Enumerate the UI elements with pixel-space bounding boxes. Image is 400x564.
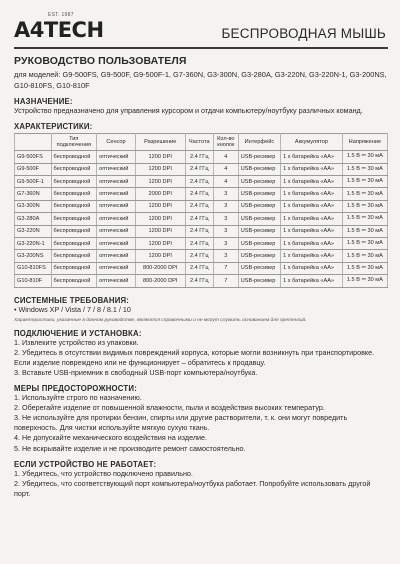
page-title: РУКОВОДСТВО ПОЛЬЗОВАТЕЛЯ [14,55,187,67]
cell-model: G3-280A [15,213,52,225]
cell-connection: беспроводной [51,275,97,287]
cell-battery: 1 х батарейка «АА» [281,225,343,237]
cell-voltage: 1.5 В ⎓ 30 мА [342,262,387,274]
col-header-voltage: Напряжение [342,134,387,151]
cell-voltage: 1.5 В ⎓ 30 мА [342,163,387,175]
cell-model: G9-500F [15,163,52,175]
cell-sensor: оптический [97,213,136,225]
cell-model: G9-500FS [15,151,52,163]
cell-connection: беспроводной [51,175,97,187]
system-text: • Windows XP / Vista / 7 / 8 / 8.1 / 10 [14,304,131,314]
cell-voltage: 1.5 В ⎓ 30 мА [342,200,387,212]
table-row [15,163,388,175]
cell-buttons: 3 [213,188,238,200]
col-header-interface: Интерфейс [238,134,280,151]
connection-heading: ПОДКЛЮЧЕНИЕ И УСТАНОВКА: [14,328,142,338]
cell-voltage: 1.5 В ⎓ 30 мА [342,213,387,225]
cell-resolution: 1200 DPI [135,250,185,262]
cell-frequency: 2.4 ГГц [185,188,213,200]
table-row [15,213,388,225]
list-item: 1. Используйте строго по назначению. [14,393,142,403]
list-item: 1. Извлеките устройство из упаковки. [14,337,139,347]
cell-buttons: 7 [213,275,238,287]
col-header-resolution: Разрешение [135,134,185,151]
table-row [15,250,388,262]
cell-battery: 1 х батарейка «АА» [281,262,343,274]
cell-sensor: оптический [97,275,136,287]
col-header-sensor: Сенсор [97,134,136,151]
cell-connection: беспроводной [51,213,97,225]
cell-interface: USB-ресивер [238,250,280,262]
cell-connection: беспроводной [51,262,97,274]
cell-sensor: оптический [97,237,136,249]
cell-resolution: 1200 DPI [135,213,185,225]
specs-table [14,133,388,287]
cell-voltage: 1.5 В ⎓ 30 мА [342,225,387,237]
cell-frequency: 2.4 ГГц [185,200,213,212]
cell-model: G3-300N [15,200,52,212]
cell-voltage: 1.5 В ⎓ 30 мА [342,237,387,249]
list-item: 4. Не допускайте механического воздействия на изделие. [14,433,208,443]
cell-sensor: оптический [97,200,136,212]
cell-voltage: 1.5 В ⎓ 30 мА [342,188,387,200]
cell-connection: беспроводной [51,237,97,249]
page-header [14,12,388,46]
cell-interface: USB-ресивер [238,262,280,274]
cell-model: G3-200NS [15,250,52,262]
cell-connection: беспроводной [51,163,97,175]
table-row [15,275,388,287]
cell-connection: беспроводной [51,225,97,237]
specs-header-row [15,134,388,151]
cell-sensor: оптический [97,175,136,187]
cell-resolution: 1200 DPI [135,175,185,187]
cell-frequency: 2.4 ГГц [185,163,213,175]
cell-voltage: 1.5 В ⎓ 30 мА [342,175,387,187]
cell-resolution: 800-2000 DPI [135,262,185,274]
cell-buttons: 3 [213,250,238,262]
col-header-model [15,134,52,151]
table-row [15,200,388,212]
purpose-heading: НАЗНАЧЕНИЕ: [14,97,73,106]
system-heading: СИСТЕМНЫЕ ТРЕБОВАНИЯ: [14,295,130,305]
connection-list [14,338,388,378]
cell-buttons: 4 [213,151,238,163]
cell-model: G10-810F [15,275,52,287]
cell-voltage: 1.5 В ⎓ 30 мА [342,275,387,287]
cell-frequency: 2.4 ГГц [185,250,213,262]
cell-battery: 1 х батарейка «АА» [281,163,343,175]
cell-sensor: оптический [97,163,136,175]
cell-connection: беспроводной [51,188,97,200]
cell-frequency: 2.4 ГГц [185,275,213,287]
cell-buttons: 7 [213,262,238,274]
document-type: БЕСПРОВОДНАЯ МЫШЬ [221,26,386,41]
cell-buttons: 3 [213,237,238,249]
cell-sensor: оптический [97,262,136,274]
cell-interface: USB-ресивер [238,151,280,163]
cell-interface: USB-ресивер [238,200,280,212]
cell-battery: 1 х батарейка «АА» [281,237,343,249]
col-header-connection: Тип подключения [51,134,97,151]
cell-resolution: 2000 DPI [135,188,185,200]
cell-frequency: 2.4 ГГц [185,151,213,163]
cell-voltage: 1.5 В ⎓ 30 мА [342,151,387,163]
cell-model: G7-360N [15,188,52,200]
cell-resolution: 1200 DPI [135,200,185,212]
cell-battery: 1 х батарейка «АА» [281,275,343,287]
cell-frequency: 2.4 ГГц [185,262,213,274]
cell-sensor: оптический [97,151,136,163]
troubleshoot-list [14,469,388,499]
logo-est-text: EST. 1987 [48,12,74,18]
cell-battery: 1 х батарейка «АА» [281,151,343,163]
cell-sensor: оптический [97,188,136,200]
list-item: 3. Не используйте для протирки бензин, спирты или другие растворители, т. к. они могут повредить поверхность. Для чистки используйте мягкую сухую ткань. [14,413,348,433]
col-header-frequency: Частота [185,134,213,151]
purpose-text: Устройство предназначено для управления курсором и отдачи компьютеру/ноутбуку различных команд. [14,106,363,115]
specs-table-body [15,151,388,287]
list-item: 2. Убедитесь в отсутствии видимых повреждений корпуса, которые могли возникнуть при транспортировке. Если изделие повреждено или не функционирует – обратитесь к продавцу. [14,347,375,367]
list-item: 5. Не вскрывайте изделие и не производите ремонт самостоятельно. [14,443,246,453]
cell-battery: 1 х батарейка «АА» [281,213,343,225]
model-list: для моделей: G9-500FS, G9-500F, G9-500F-1, G7-360N, G3-300N, G3-280A, G3-220N, G3-220N-1, G3-200NS, G10-810FS, G10-810F [14,70,387,90]
cell-buttons: 3 [213,213,238,225]
cell-battery: 1 х батарейка «АА» [281,200,343,212]
cell-sensor: оптический [97,225,136,237]
cell-model: G3-220N [15,225,52,237]
cell-interface: USB-ресивер [238,225,280,237]
cell-resolution: 1200 DPI [135,151,185,163]
cell-frequency: 2.4 ГГц [185,225,213,237]
cell-buttons: 3 [213,200,238,212]
cell-battery: 1 х батарейка «АА» [281,188,343,200]
cell-resolution: 1200 DPI [135,163,185,175]
logo-wordmark: A4TECH [14,18,104,42]
cell-resolution: 1200 DPI [135,225,185,237]
cell-voltage: 1.5 В ⎓ 30 мА [342,250,387,262]
disclaimer-note: Характеристики, указанные в данном руководстве, являются справочными и не могут служить основанием для претензий. [14,317,307,323]
list-item: 3. Вставьте USB-приемник в свободный USB-порт компьютера/ноутбука. [14,367,258,377]
list-item: 1. Убедитесь, что устройство подключено правильно. [14,468,193,478]
cell-battery: 1 х батарейка «АА» [281,250,343,262]
header-divider [14,47,388,49]
table-row [15,262,388,274]
cell-buttons: 3 [213,225,238,237]
specs-heading: ХАРАКТЕРИСТИКИ: [14,122,93,132]
table-row [15,225,388,237]
cell-connection: беспроводной [51,250,97,262]
safety-list [14,393,388,454]
col-header-battery: Аккумулятор [281,134,343,151]
cell-resolution: 1200 DPI [135,237,185,249]
table-row [15,175,388,187]
manual-content [14,55,388,499]
cell-sensor: оптический [97,250,136,262]
table-row [15,237,388,249]
table-row [15,188,388,200]
cell-buttons: 4 [213,175,238,187]
cell-model: G9-500F-1 [15,175,52,187]
cell-battery: 1 х батарейка «АА» [281,175,343,187]
cell-interface: USB-ресивер [238,213,280,225]
cell-model: G10-810FS [15,262,52,274]
cell-interface: USB-ресивер [238,175,280,187]
cell-interface: USB-ресивер [238,275,280,287]
col-header-buttons: Кол-во кнопок [213,134,238,151]
troubleshoot-heading: ЕСЛИ УСТРОЙСТВО НЕ РАБОТАЕТ: [14,459,157,469]
cell-connection: беспроводной [51,151,97,163]
cell-connection: беспроводной [51,200,97,212]
cell-frequency: 2.4 ГГц [185,237,213,249]
list-item: 2. Оберегайте изделие от повышенной влажности, пыли и воздействия высоких температур. [14,403,325,413]
safety-heading: МЕРЫ ПРЕДОСТОРОЖНОСТИ: [14,384,137,394]
cell-frequency: 2.4 ГГц [185,175,213,187]
cell-interface: USB-ресивер [238,237,280,249]
cell-buttons: 4 [213,163,238,175]
cell-resolution: 800-2000 DPI [135,275,185,287]
cell-frequency: 2.4 ГГц [185,213,213,225]
cell-model: G3-220N-1 [15,237,52,249]
cell-interface: USB-ресивер [238,163,280,175]
list-item: 2. Убедитесь, что соответствующий порт компьютера/ноутбука работает. Попробуйте использовать другой порт. [14,478,371,498]
table-row [15,151,388,163]
cell-interface: USB-ресивер [238,188,280,200]
